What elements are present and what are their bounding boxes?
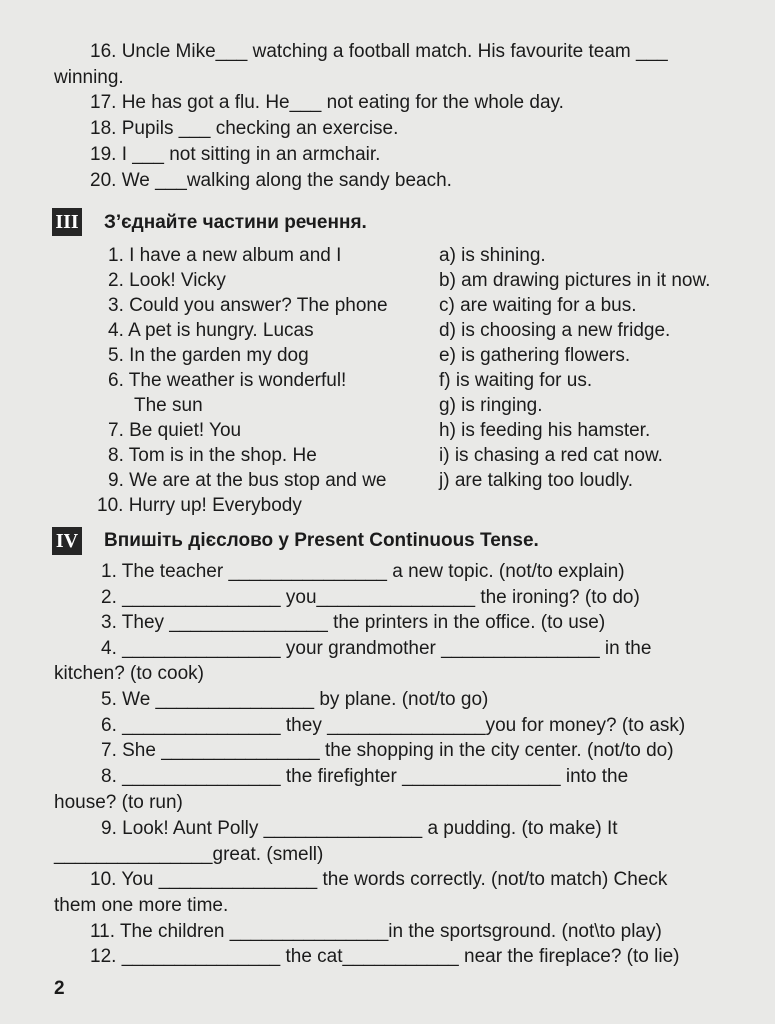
exercise-line: 12. _______________ the cat___________ near the fireplace? (to lie) — [90, 946, 680, 967]
match-left-item: 4. A pet is hungry. Lucas — [108, 320, 314, 341]
match-right-item: j) are talking too loudly. — [439, 470, 633, 491]
match-right-item: g) is ringing. — [439, 395, 543, 416]
match-left-item: 9. We are at the bus stop and we — [108, 470, 387, 491]
section-badge: III — [52, 208, 82, 236]
exercise-line: winning. — [54, 67, 124, 88]
exercise-line: 20. We ___walking along the sandy beach. — [90, 170, 452, 191]
match-right-item: b) am drawing pictures in it now. — [439, 270, 711, 291]
match-right-item: f) is waiting for us. — [439, 370, 593, 391]
exercise-line: 7. She _______________ the shopping in the city center. (not/to do) — [101, 740, 674, 761]
section-badge: IV — [52, 527, 82, 555]
exercise-line: 5. We _______________ by plane. (not/to go) — [101, 689, 489, 710]
exercise-line: 3. They _______________ the printers in the office. (to use) — [101, 612, 606, 633]
exercise-line: house? (to run) — [54, 792, 183, 813]
match-left-item: 3. Could you answer? The phone — [108, 295, 388, 316]
match-right-item: c) are waiting for a bus. — [439, 295, 637, 316]
exercise-line: 17. He has got a flu. He___ not eating for the whole day. — [90, 92, 564, 113]
exercise-line: 19. I ___ not sitting in an armchair. — [90, 144, 381, 165]
match-left-item: 6. The weather is wonderful! — [108, 370, 347, 391]
match-left-item: 7. Be quiet! You — [108, 420, 242, 441]
exercise-line: 16. Uncle Mike___ watching a football match. His favourite team ___ — [90, 41, 668, 62]
exercise-line: them one more time. — [54, 895, 229, 916]
exercise-line: 11. The children _______________in the sportsground. (not\to play) — [90, 921, 662, 942]
exercise-line: 2. _______________ you_______________ the ironing? (to do) — [101, 587, 640, 608]
section-title: З’єднайте частини речення. — [104, 212, 367, 233]
match-left-item: 5. In the garden my dog — [108, 345, 309, 366]
match-left-item: The sun — [134, 395, 203, 416]
exercise-line: 4. _______________ your grandmother _______________ in the — [101, 638, 652, 659]
match-right-item: i) is chasing a red cat now. — [439, 445, 663, 466]
exercise-line: kitchen? (to cook) — [54, 663, 204, 684]
page-number: 2 — [54, 978, 65, 999]
exercise-line: 10. You _______________ the words correctly. (not/to match) Check — [90, 869, 668, 890]
match-right-item: e) is gathering flowers. — [439, 345, 631, 366]
section-title: Впишіть дієслово у Present Continuous Tense. — [104, 530, 539, 551]
exercise-line: 18. Pupils ___ checking an exercise. — [90, 118, 399, 139]
match-left-item: 8. Tom is in the shop. He — [108, 445, 317, 466]
exercise-line: _______________great. (smell) — [54, 844, 324, 865]
match-left-item: 2. Look! Vicky — [108, 270, 226, 291]
match-right-item: d) is choosing a new fridge. — [439, 320, 671, 341]
exercise-line: 8. _______________ the firefighter _______________ into the — [101, 766, 629, 787]
exercise-line: 9. Look! Aunt Polly _______________ a pudding. (to make) It — [101, 818, 618, 839]
match-left-item: 1. I have a new album and I — [108, 245, 342, 266]
match-left-item: 10. Hurry up! Everybody — [97, 495, 302, 516]
match-right-item: a) is shining. — [439, 245, 546, 266]
match-right-item: h) is feeding his hamster. — [439, 420, 651, 441]
exercise-line: 1. The teacher _______________ a new topic. (not/to explain) — [101, 561, 625, 582]
exercise-line: 6. _______________ they _______________you for money? (to ask) — [101, 715, 686, 736]
